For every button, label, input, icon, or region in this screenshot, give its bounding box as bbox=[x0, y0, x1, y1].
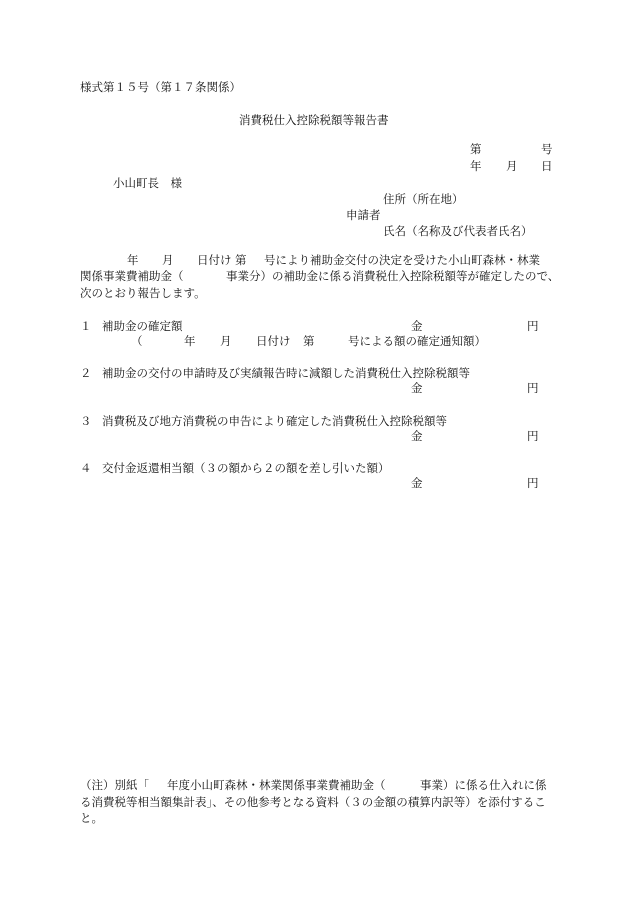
item-1-number: １ bbox=[80, 319, 92, 333]
item-1-sub-paren: （ bbox=[131, 334, 143, 348]
item-1-label: 補助金の確定額 bbox=[102, 319, 183, 333]
body-line2-rest: 事業分）の補助金に係る消費税仕入控除税額等が確定したので、 bbox=[226, 269, 560, 283]
item-1-kin: 金 bbox=[411, 319, 423, 333]
document-title: 消費税仕入控除税額等報告書 bbox=[239, 113, 389, 127]
item-2-label: 補助金の交付の申請時及び実績報告時に減額した消費税仕入控除税額等 bbox=[102, 366, 470, 380]
item-4-kin: 金 bbox=[411, 476, 423, 490]
date-month-label: 月 bbox=[506, 159, 518, 173]
body-year: 年 bbox=[127, 253, 139, 267]
item-1-sub-dai: 第 bbox=[303, 334, 315, 348]
item-3-number: ３ bbox=[80, 414, 92, 428]
note-line1-mid: 年度小山町森林・林業関係事業費補助金（ bbox=[167, 778, 386, 792]
item-4-yen: 円 bbox=[527, 476, 539, 490]
doc-number-prefix: 第 bbox=[470, 142, 482, 156]
item-4-number: ４ bbox=[80, 461, 92, 475]
note-line1-end: 事業）に係る仕入れに係 bbox=[420, 778, 547, 792]
item-1-sub-year: 年 bbox=[184, 334, 196, 348]
address-label: 住所（所在地） bbox=[383, 192, 464, 206]
note-line3: と。 bbox=[80, 811, 103, 825]
body-day-text: 日付け bbox=[197, 253, 232, 267]
body-month: 月 bbox=[162, 253, 174, 267]
item-3-label: 消費税及び地方消費税の申告により確定した消費税仕入控除税額等 bbox=[102, 414, 447, 428]
item-4-label: 交付金返還相当額（３の額から２の額を差し引いた額） bbox=[102, 461, 390, 475]
addressee: 小山町長 様 bbox=[113, 176, 182, 190]
item-2-yen: 円 bbox=[527, 381, 539, 395]
body-line3: 次のとおり報告します。 bbox=[80, 286, 206, 300]
item-1-sub-rest: 号による額の確定通知額） bbox=[348, 334, 486, 348]
body-line1-rest: 号により補助金交付の決定を受けた小山町森林・林業 bbox=[264, 253, 540, 267]
item-2-number: ２ bbox=[80, 366, 92, 380]
name-label: 氏名（名称及び代表者氏名） bbox=[383, 224, 533, 238]
item-1-yen: 円 bbox=[527, 319, 539, 333]
note-line2: る消費税等相当額集計表」、その他参考となる資料（３の金額の積算内訳等）を添付するこ bbox=[80, 795, 546, 809]
item-2-kin: 金 bbox=[411, 381, 423, 395]
item-1-sub-month: 月 bbox=[220, 334, 232, 348]
applicant-label: 申請者 bbox=[346, 208, 381, 222]
date-day-label: 日 bbox=[541, 159, 553, 173]
date-year-label: 年 bbox=[470, 159, 482, 173]
item-3-yen: 円 bbox=[527, 429, 539, 443]
note-line1-start: （注）別紙「 bbox=[80, 778, 149, 792]
item-1-sub-day-text: 日付け bbox=[256, 334, 291, 348]
doc-number-suffix: 号 bbox=[541, 142, 553, 156]
item-3-kin: 金 bbox=[411, 429, 423, 443]
form-number: 様式第１５号（第１７条関係） bbox=[80, 80, 241, 94]
body-dai: 第 bbox=[235, 253, 247, 267]
body-line2-start: 関係事業費補助金（ bbox=[80, 269, 184, 283]
